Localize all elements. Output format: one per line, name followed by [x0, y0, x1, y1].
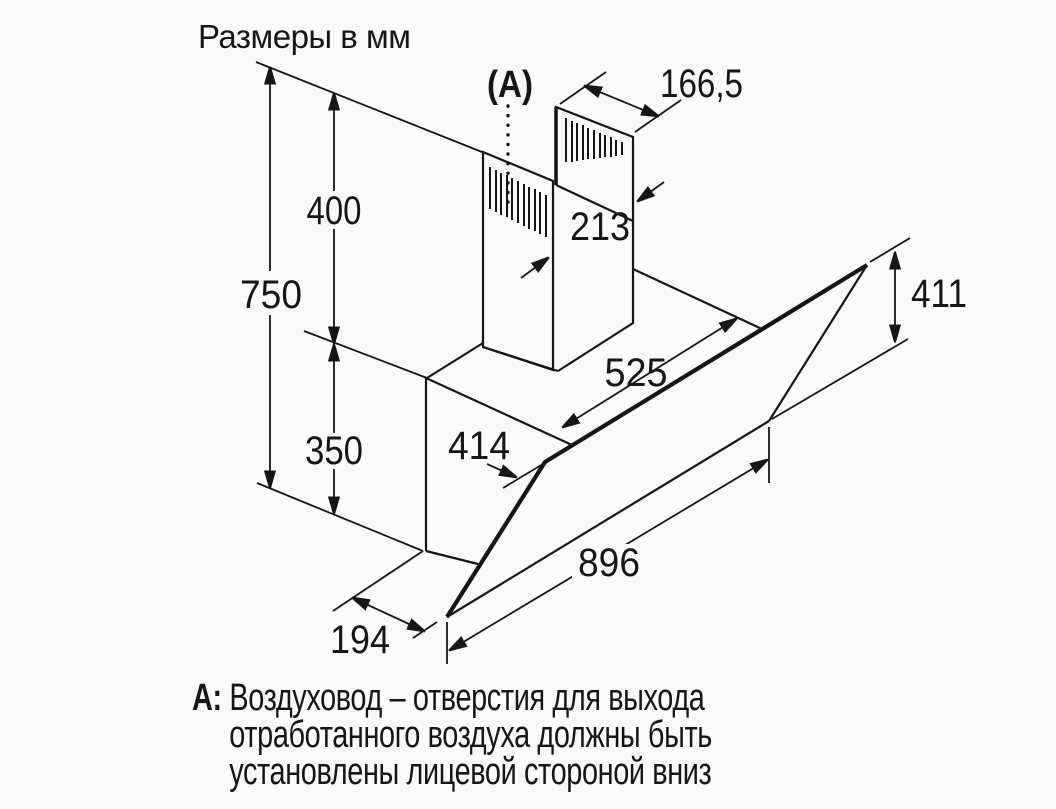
chimney-bottom-edge: [483, 347, 558, 371]
body-depth-edge: [427, 343, 483, 378]
body-bottom-edge: [426, 551, 478, 564]
dim-525: [563, 319, 736, 427]
glass-depth-extension-line: [333, 551, 423, 611]
dim-411-ext-top: [870, 238, 910, 262]
vent-slots-rear: [566, 118, 622, 162]
footnote-line-1: Воздуховод – отверстия для выхода: [229, 677, 705, 719]
vent-slots-front: [490, 167, 546, 237]
body-bottom-extension-line: [257, 483, 423, 551]
dim-213-arrow-left: [521, 258, 548, 278]
footnote-line-2: отработанного воздуха должны быть: [229, 714, 712, 756]
dim-194-ext-right: [413, 622, 437, 638]
body-top-back-edge: [633, 269, 762, 329]
dim-194: [330, 598, 437, 662]
extension-lines: [256, 62, 482, 611]
page-title: Размеры в мм: [198, 18, 411, 55]
dim-414: [448, 424, 543, 488]
footnote-marker: A:: [192, 677, 222, 719]
dim-166-5-label: 166,5: [660, 62, 743, 106]
dim-194-label: 194: [330, 618, 390, 662]
dim-213: [521, 182, 664, 278]
dim-525-label: 525: [604, 351, 668, 395]
glass-right-edge: [769, 265, 867, 421]
dim-350-label: 350: [305, 429, 363, 473]
dim-166-5-ext-left: [560, 72, 606, 104]
wall-top-extension-line: [256, 62, 482, 152]
footnote-line-3: установлены лицевой стороной вниз: [229, 751, 712, 793]
dim-896-label: 896: [578, 541, 640, 585]
dim-411-label: 411: [911, 272, 967, 316]
hood-body: [426, 269, 762, 564]
dim-411-ext-bottom: [772, 339, 908, 419]
dim-350: [301, 345, 367, 513]
a-marker-label: (A): [487, 64, 533, 106]
dim-213-arrow-right: [638, 182, 664, 201]
dim-400-label: 400: [306, 189, 362, 233]
body-top-extension-line: [304, 331, 427, 378]
glass-panel: [447, 265, 867, 617]
glass-thick-edges: [447, 265, 867, 617]
dim-750: [238, 68, 304, 487]
dim-411: [772, 238, 967, 419]
footnote: [192, 677, 761, 793]
dim-750-label: 750: [240, 273, 302, 317]
dim-213-label: 213: [570, 205, 630, 249]
dim-400: [302, 94, 366, 343]
air-outlet-marker: [487, 64, 533, 202]
dim-414-label: 414: [448, 424, 510, 468]
dim-166-5-line: [585, 86, 658, 116]
dim-166-5: [560, 62, 743, 132]
